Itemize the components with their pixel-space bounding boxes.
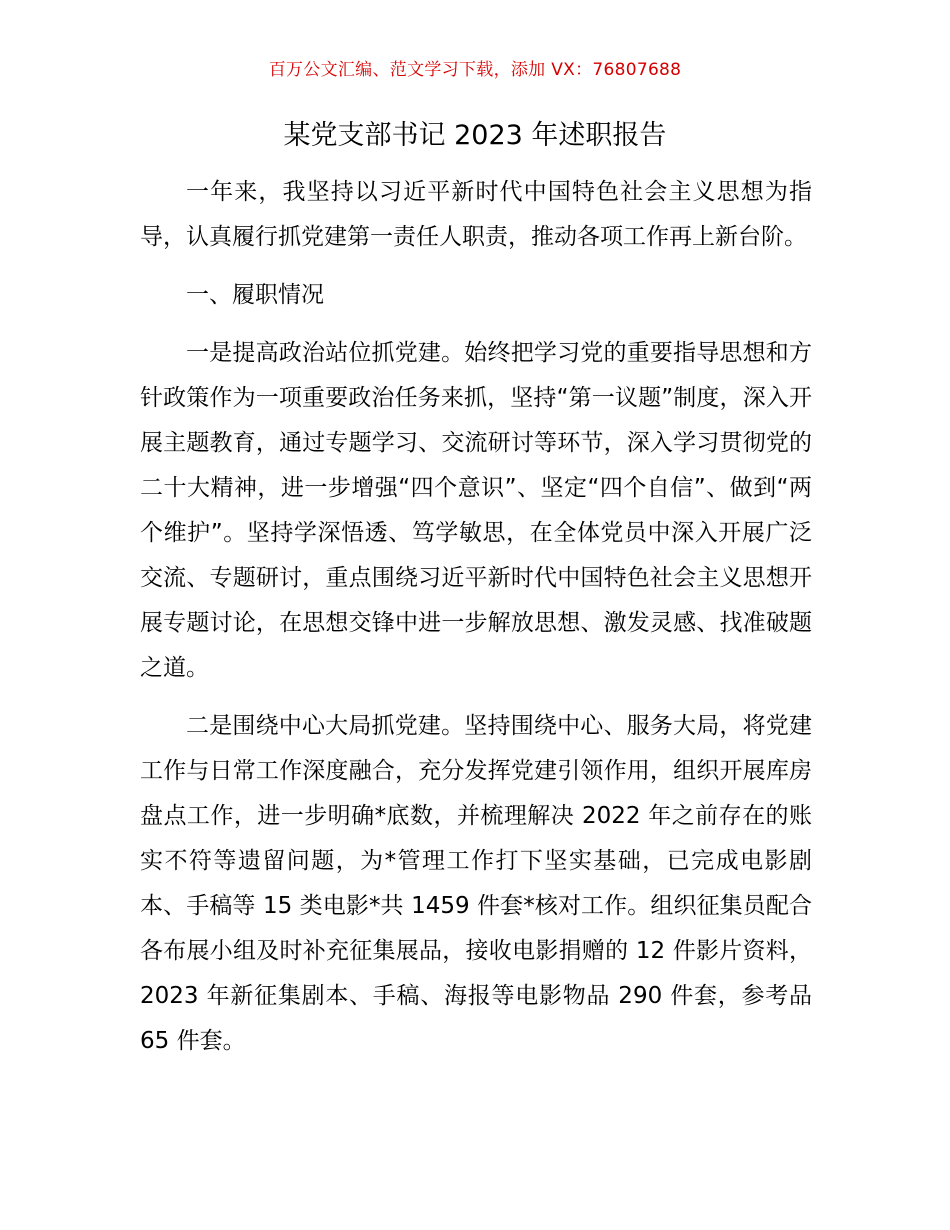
section-heading: 一、履职情况 bbox=[186, 282, 324, 308]
document-body bbox=[140, 170, 812, 1077]
paragraph-intro: 一年来，我坚持以习近平新时代中国特色社会主义思想为指导，认真履行抓党建第一责任人职责，推动各项工作再上新台阶。 bbox=[140, 179, 812, 250]
paragraph-center-work: 二是围绕中心大局抓党建。坚持围绕中心、服务大局，将党建工作与日常工作深度融合，充分发挥党建引领作用，组织开展库房盘点工作，进一步明确*底数，并梳理解决 2022 年之前存在的账实不符等遗留问题，为*管理工作打下坚实基础，已完成电影剧本、手稿等 15 类电影*共 1459 件套*核对工作。组织征集员配合各布展小组及时补充征集展品，接收电影捐赠的 12 件影片资料，2023 年新征集剧本、手稿、海报等电影物品 290 件套，参考品 65 件套。 bbox=[140, 713, 812, 1054]
document-title: 某党支部书记 2023 年述职报告 bbox=[283, 120, 667, 151]
paragraph-political-stance: 一是提高政治站位抓党建。始终把学习党的重要指导思想和方针政策作为一项重要政治任务来抓，坚持“第一议题”制度，深入开展主题教育，通过专题学习、交流研讨等环节，深入学习贯彻党的二十大精神，进一步增强“四个意识”、坚定“四个自信”、做到“两个维护”。坚持学深悟透、笃学敏思，在全体党员中深入开展广泛交流、专题研讨，重点围绕习近平新时代中国特色社会主义思想开展专题讨论，在思想交锋中进一步解放思想、激发灵感、找准破题之道。 bbox=[140, 340, 812, 681]
watermark-text: 百万公文汇编、范文学习下载，添加 VX：76807688 bbox=[268, 60, 682, 80]
